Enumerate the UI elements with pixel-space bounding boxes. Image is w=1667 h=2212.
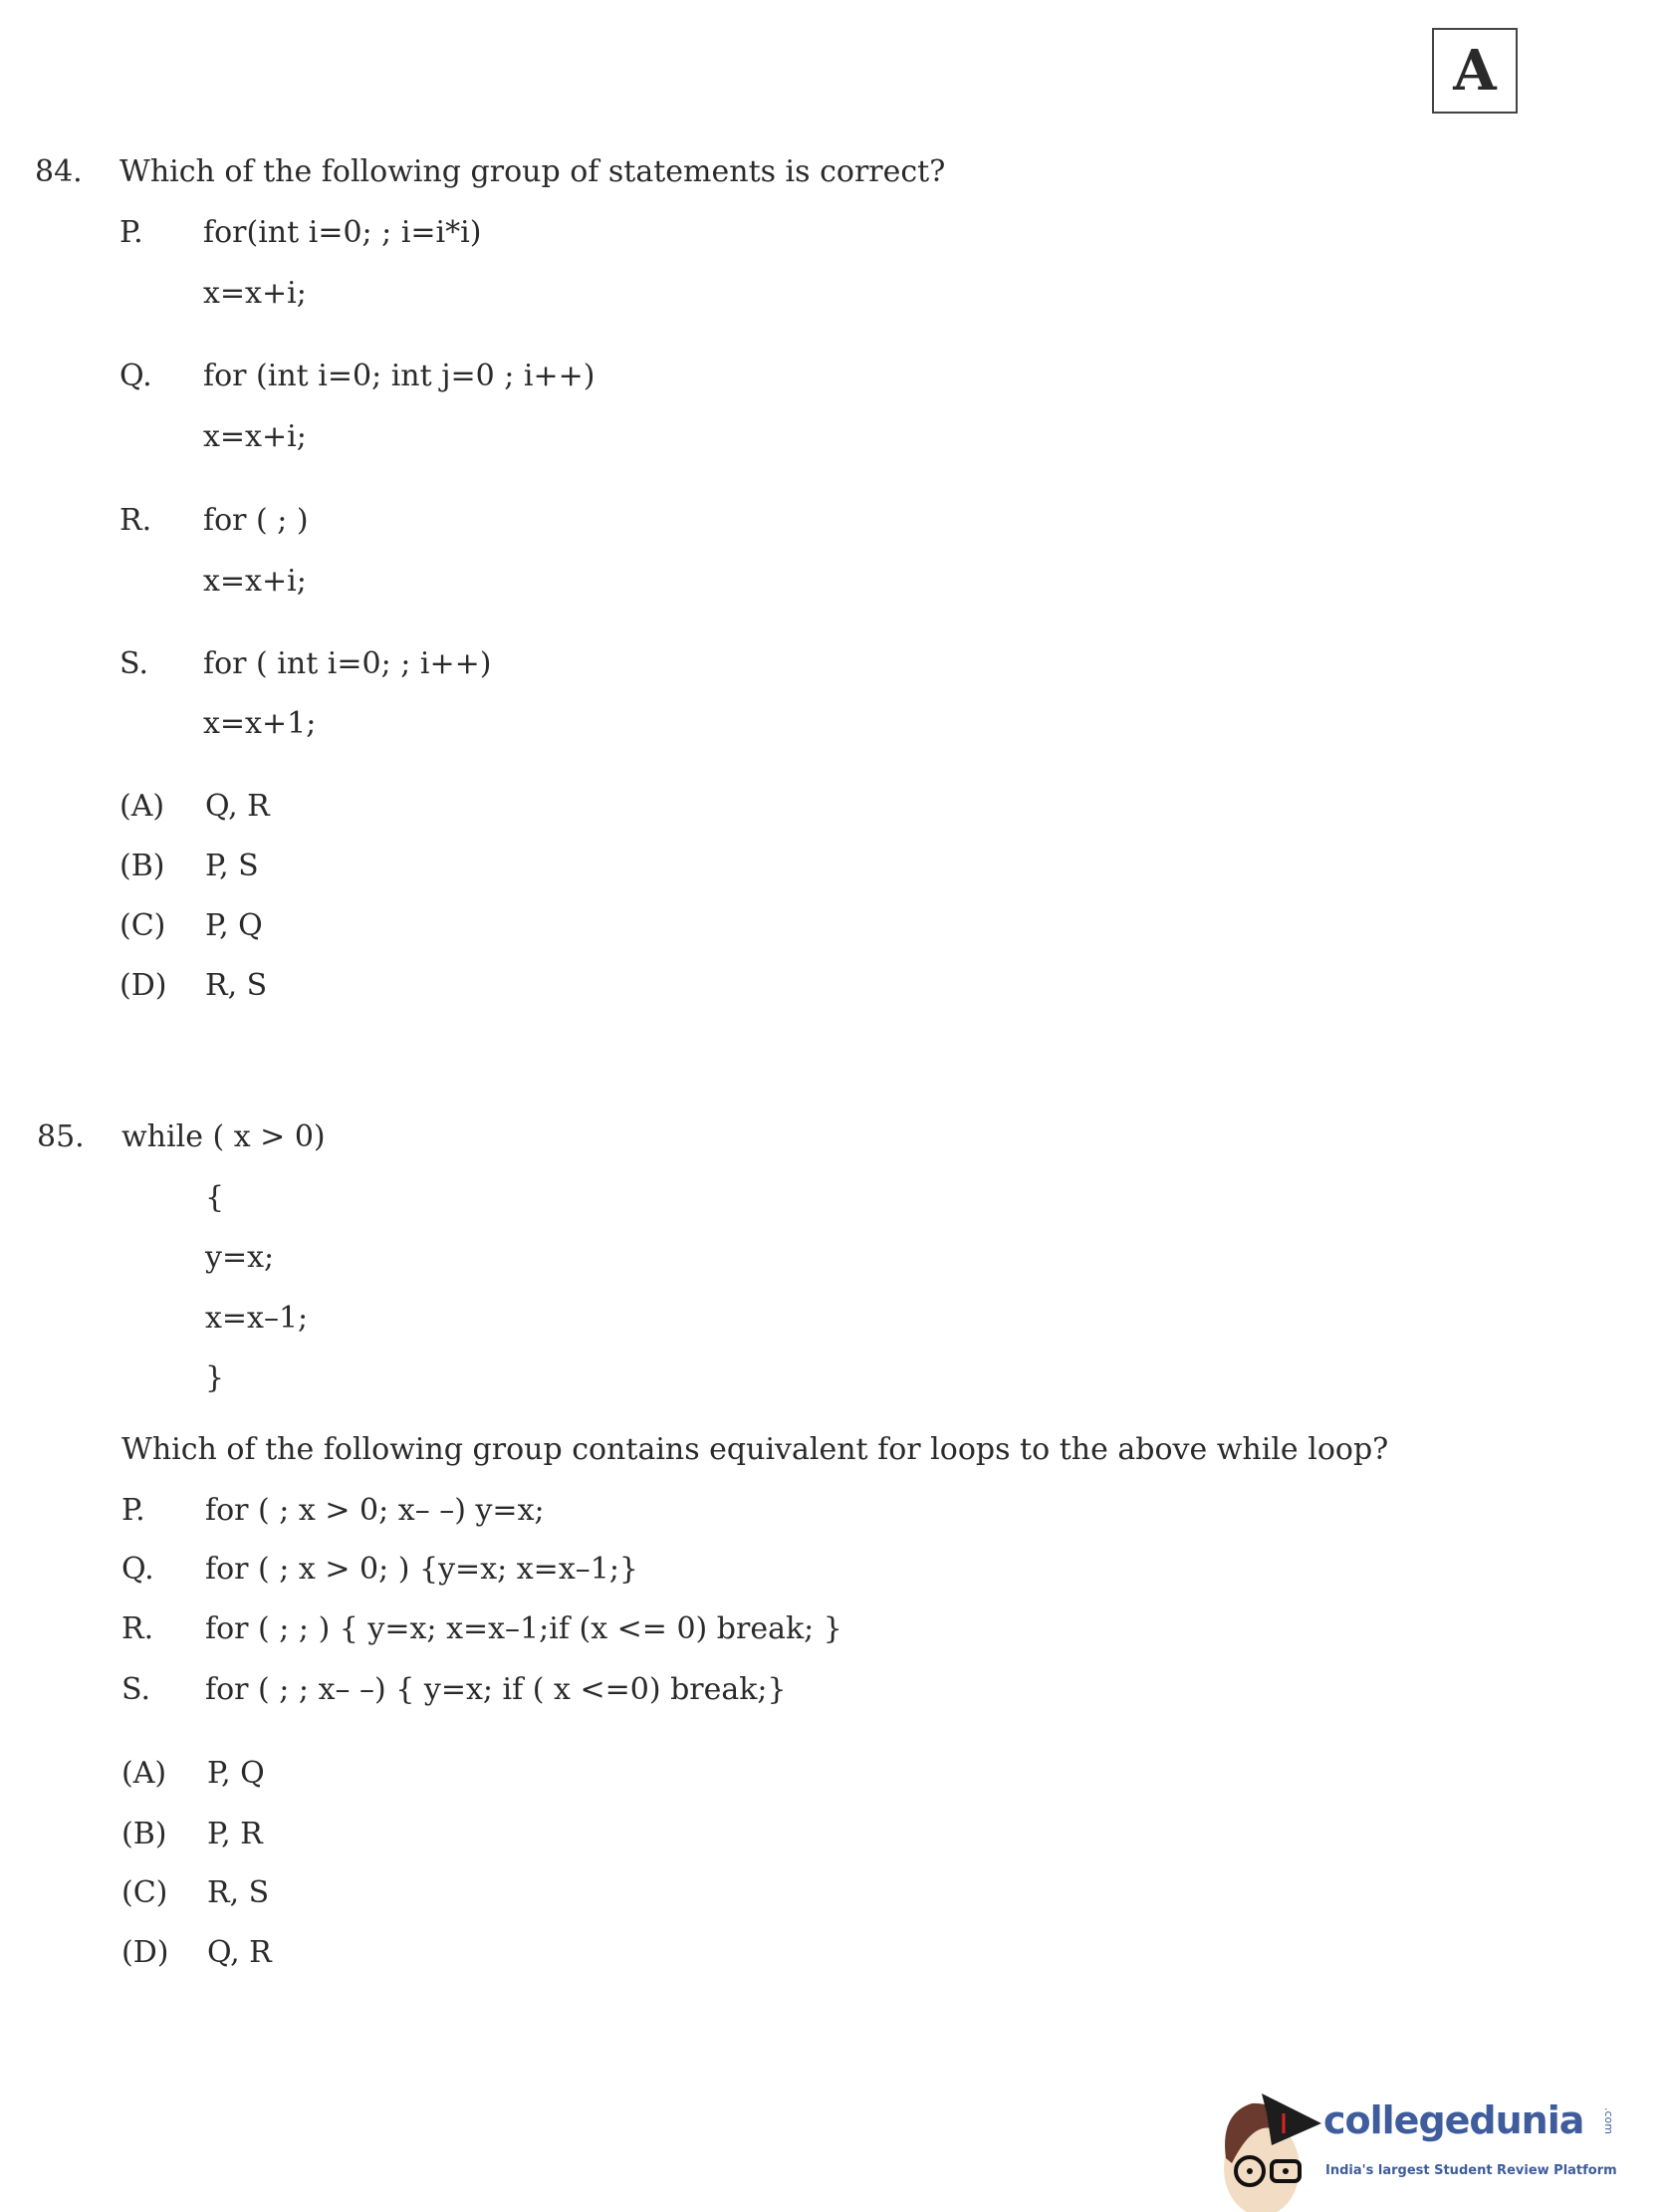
option-label: (A)	[119, 789, 165, 824]
logo-brand-text: collegedunia	[1323, 2098, 1584, 2142]
code-line: x=x–1;	[205, 1301, 309, 1336]
statement-label: S.	[121, 1672, 151, 1707]
option-text: Q, R	[207, 1935, 272, 1970]
statement-label: P.	[119, 215, 143, 250]
statement-code: x=x+i;	[203, 276, 307, 311]
statement-code: for (int i=0; int j=0 ; i++)	[203, 359, 595, 393]
statement-code: for ( ; x > 0; ) {y=x; x=x–1;}	[205, 1552, 639, 1587]
option-text: R, S	[205, 968, 268, 1003]
statement-code: for ( ; x > 0; x– –) y=x;	[205, 1493, 545, 1528]
code-line: }	[205, 1360, 225, 1395]
option-label: (D)	[121, 1935, 169, 1970]
option-text: R, S	[207, 1875, 270, 1910]
statement-label: P.	[121, 1493, 145, 1528]
logo-suffix: .com	[1602, 2107, 1615, 2134]
statement-label: R.	[119, 503, 152, 538]
statement-code: for ( int i=0; ; i++)	[203, 646, 492, 681]
collegedunia-logo	[1212, 2074, 1650, 2212]
question-text: Which of the following group contains equivalent for loops to the above while loop?	[121, 1432, 1389, 1467]
logo-tagline: India's largest Student Review Platform	[1325, 2163, 1617, 2178]
question-text: Which of the following group of statements is correct?	[119, 154, 946, 189]
option-label: (C)	[119, 908, 166, 943]
option-text: P, Q	[205, 908, 263, 943]
option-text: P, S	[205, 849, 259, 883]
option-text: P, R	[207, 1817, 263, 1851]
statement-code: for(int i=0; ; i=i*i)	[203, 215, 482, 250]
option-text: P, Q	[207, 1756, 265, 1791]
statement-label: Q.	[121, 1552, 154, 1587]
option-label: (C)	[121, 1875, 168, 1910]
code-line: while ( x > 0)	[121, 1119, 326, 1154]
question-number: 85.	[37, 1119, 85, 1154]
statement-code: x=x+1;	[203, 706, 317, 741]
statement-code: x=x+i;	[203, 564, 307, 599]
question-set-code: A	[1432, 28, 1518, 114]
option-text: Q, R	[205, 789, 270, 824]
mascot-icon	[1212, 2074, 1321, 2212]
option-label: (A)	[121, 1756, 167, 1791]
code-line: {	[205, 1180, 225, 1215]
statement-code: for ( ; ; ) { y=x; x=x–1;if (x <= 0) break; }	[205, 1611, 842, 1646]
code-line: y=x;	[205, 1240, 275, 1275]
statement-label: R.	[121, 1611, 154, 1646]
statement-code: for ( ; )	[203, 503, 309, 538]
option-label: (D)	[119, 968, 167, 1003]
statement-code: x=x+i;	[203, 419, 307, 454]
question-number: 84.	[35, 154, 83, 189]
statement-code: for ( ; ; x– –) { y=x; if ( x <=0) break;}	[205, 1672, 787, 1707]
statement-label: Q.	[119, 359, 152, 393]
option-label: (B)	[121, 1817, 167, 1851]
option-label: (B)	[119, 849, 165, 883]
statement-label: S.	[119, 646, 149, 681]
